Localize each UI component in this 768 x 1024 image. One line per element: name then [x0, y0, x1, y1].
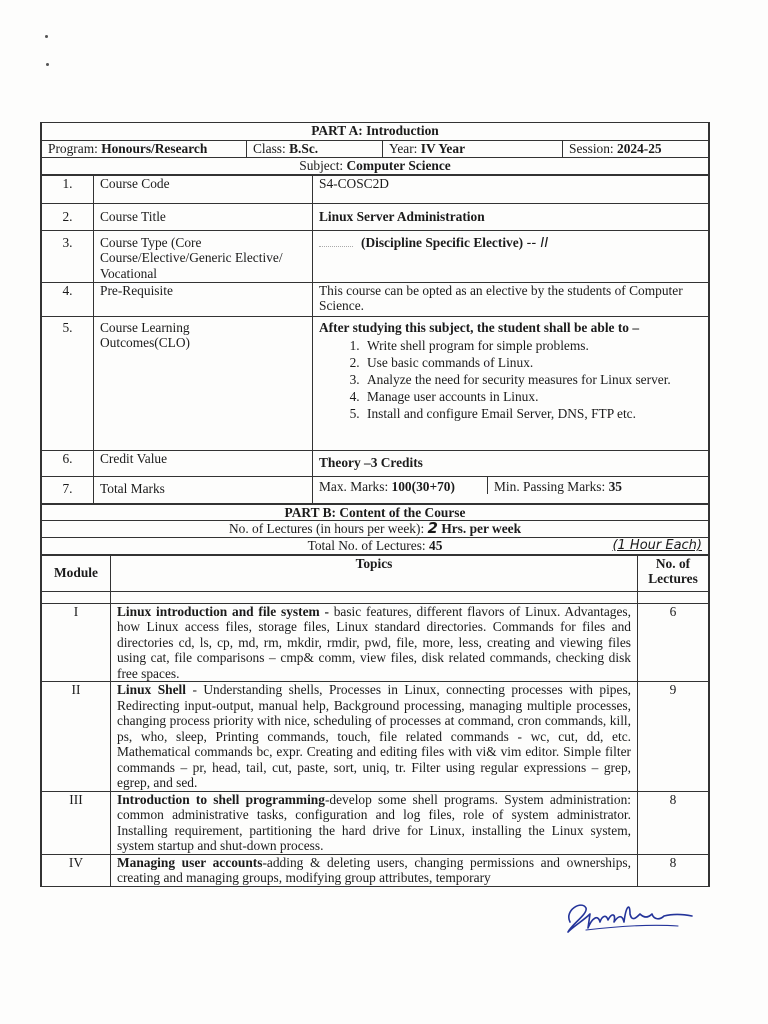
prerequisite-value: This course can be opted as an elective by the students of Computer Science. [313, 282, 709, 316]
clo-item: 5. Install and configure Email Server, DNS, FTP etc. [363, 405, 702, 422]
lectures-per-week: No. of Lectures (in hours per week): 2 Hrs. per week [42, 521, 709, 538]
col-module-header: Module [42, 555, 111, 591]
faint-smudge [319, 240, 353, 247]
part-a-header-table [41, 123, 709, 175]
handwritten-note: (1 Hour Each) [612, 538, 702, 553]
row-label: Course Code [94, 175, 313, 203]
col-topics-header: Topics [111, 555, 638, 591]
course-type-value: (Discipline Specific Elective) -- II [313, 230, 709, 282]
row-number: 6. [42, 450, 94, 476]
year-cell: Year: IV Year [383, 140, 563, 157]
modules-table [41, 555, 709, 887]
marks-cell [313, 476, 709, 503]
total-lectures: Total No. of Lectures: 45 (1 Hour Each) [42, 538, 709, 555]
course-title-value: Linux Server Administration [313, 203, 709, 230]
max-marks: Max. Marks: 100(30+70) [313, 477, 488, 495]
module-id: III [42, 791, 111, 854]
module-lectures: 8 [638, 791, 709, 854]
subject-cell: Subject: Computer Science [42, 157, 709, 174]
clo-cell [313, 316, 709, 450]
module-topics: Linux Shell - Understanding shells, Processes in Linux, connecting processes with pipes, Redirecting input-output, manual help, Background processing, managing multiple processes, changing process priority with nice, scheduling of processes at command, cron commands, kill, ps, who, sleep, Printing commands, touch, file related commands - wc, cut, dd, etc. Mathematical commands bc, expr. Creating and editing files with vi& vim editor. Simple filter commands – pr, head, tail, cut, paste, sort, uniq, tr. Filter using regular expressions – grep, egrep, and sed. [111, 682, 638, 792]
handwritten-two: -- II [526, 235, 549, 251]
clo-list [319, 337, 702, 422]
class-cell: Class: B.Sc. [247, 140, 383, 157]
signature-scribble [560, 892, 700, 938]
part-b-heading: PART B: Content of the Course [42, 504, 709, 521]
module-topics: Introduction to shell programming-develop some shell programs. System administration: common administrative tasks, configuration and log files, role of system administrator. Installing requirement, partitioning the hard drive for Linux, installing the Linux system, system startup and shut-down process. [111, 791, 638, 854]
module-row [42, 682, 709, 792]
signature [560, 892, 700, 938]
row-label: Course Learning Outcomes(CLO) [94, 316, 313, 450]
module-lectures: 9 [638, 682, 709, 792]
row-number: 4. [42, 282, 94, 316]
row-label: Credit Value [94, 450, 313, 476]
credit-value: Theory –3 Credits [313, 450, 709, 476]
clo-item: 1. Write shell program for simple problems. [363, 337, 702, 354]
row-number: 3. [42, 230, 94, 282]
module-lectures: 6 [638, 603, 709, 682]
syllabus-document [40, 122, 710, 887]
module-lectures: 8 [638, 854, 709, 886]
program-cell: Program: Honours/Research [42, 140, 247, 157]
row-number: 2. [42, 203, 94, 230]
clo-item: 4. Manage user accounts in Linux. [363, 388, 702, 405]
clo-intro: After studying this subject, the student shall be able to – [319, 319, 640, 335]
row-number: 1. [42, 175, 94, 203]
part-b-header-table [41, 504, 709, 555]
course-details-table [41, 175, 709, 504]
module-id: IV [42, 854, 111, 886]
handwritten-hours: 2 [427, 519, 438, 537]
row-label: Pre-Requisite [94, 282, 313, 316]
row-number: 5. [42, 316, 94, 450]
module-row [42, 854, 709, 886]
clo-item: 3. Analyze the need for security measures for Linux server. [363, 371, 702, 388]
session-cell: Session: 2024-25 [563, 140, 709, 157]
course-code-value: S4-COSC2D [313, 175, 709, 203]
row-label: Total Marks [94, 476, 313, 503]
part-a-heading: PART A: Introduction [42, 123, 709, 140]
row-label: Course Title [94, 203, 313, 230]
module-id: I [42, 603, 111, 682]
module-topics: Managing user accounts-adding & deleting users, changing permissions and ownerships, creating and managing groups, modifying group attributes, temporary [111, 854, 638, 886]
col-lectures-header: No. of Lectures [638, 555, 709, 591]
module-topics: Linux introduction and file system - basic features, different flavors of Linux. Advantages, how Linux access files, storage files, Linux standard directories. Commands for files and directories cd, ls, cp, md, rm, mkdir, rmdir, pwd, file, more, less, creating and viewing files using cat, file comparisons – cmp& comm, view files, disk related commands, checking disk free spaces. [111, 603, 638, 682]
min-passing-marks: Min. Passing Marks: 35 [494, 478, 622, 494]
clo-item: 2. Use basic commands of Linux. [363, 354, 702, 371]
module-id: II [42, 682, 111, 792]
scan-speck [46, 63, 49, 66]
row-number: 7. [42, 476, 94, 503]
scan-speck [45, 35, 48, 38]
module-row [42, 791, 709, 854]
module-row [42, 603, 709, 682]
row-label: Course Type (Core Course/Elective/Generic Elective/ Vocational [94, 230, 313, 282]
